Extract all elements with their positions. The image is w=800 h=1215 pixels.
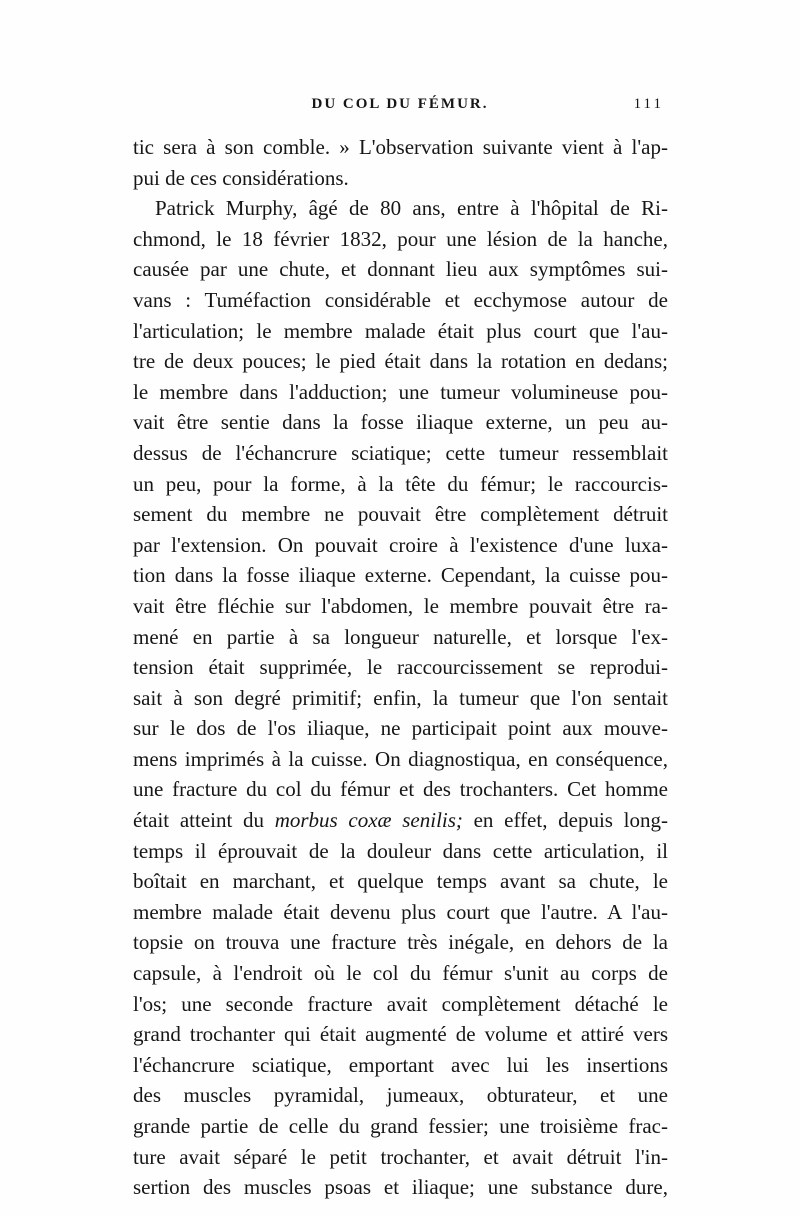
text-line: mens imprimés à la cuisse. On diagnostiqua, en conséquence, [133, 746, 668, 771]
text-line: tre de deux pouces; le pied était dans la rotation en dedans; [133, 349, 668, 374]
text-line: l'articulation; le membre malade était plus court que l'au- [133, 318, 668, 343]
page-number: 111 [633, 96, 664, 112]
text-line: tic sera à son comble. » L'observation suivante vient à l'ap- [133, 135, 668, 159]
text-line: par l'extension. On pouvait croire à l'existence d'une luxa- [133, 532, 668, 557]
text-line: l'os; une seconde fracture avait complètement détaché le [133, 991, 668, 1016]
text-line [133, 805, 668, 836]
text-line: grand trochanter qui était augmenté de volume et attiré vers [133, 1022, 668, 1047]
text-line: sertion des muscles psoas et iliaque; une substance dure, [133, 1175, 668, 1200]
running-head [130, 96, 670, 118]
text-run: en effet, depuis long- [462, 808, 669, 833]
text-line: ture avait séparé le petit trochanter, et avait détruit l'in- [133, 1144, 668, 1169]
text-line: chmond, le 18 février 1832, pour une lésion de la hanche, [133, 226, 668, 251]
text-line: grande partie de celle du grand fessier; une troisième frac- [133, 1114, 668, 1138]
text-line: Patrick Murphy, âgé de 80 ans, entre à l'hôpital de Ri- [155, 196, 668, 221]
text-line: pui de ces considérations. [133, 165, 349, 190]
text-line: une fracture du col du fémur et des trochanters. Cet homme [133, 777, 668, 802]
text-line: membre malade était devenu plus court que l'autre. A l'au- [133, 899, 668, 924]
text-line: dessus de l'échancrure sciatique; cette tumeur ressemblait [133, 440, 668, 465]
body-text [133, 132, 668, 1203]
running-title: DU COL DU FÉMUR. [311, 96, 489, 112]
text-line: un peu, pour la forme, à la tête du fémur; le raccourcis- [133, 471, 668, 496]
text-run: était atteint du [133, 808, 275, 833]
text-line: tension était supprimée, le raccourcissement se reprodui- [133, 655, 668, 680]
text-line: l'échancrure sciatique, emportant avec lui les insertions [133, 1052, 668, 1077]
text-line: capsule, à l'endroit où le col du fémur s'unit au corps de [133, 961, 668, 986]
text-line: mené en partie à sa longueur naturelle, et lorsque l'ex- [133, 624, 668, 649]
text-line: causée par une chute, et donnant lieu aux symptômes sui- [133, 257, 668, 282]
text-line: temps il éprouvait de la douleur dans cette articulation, il [133, 838, 668, 863]
text-line: sur le dos de l'os iliaque, ne participait point aux mouve- [133, 716, 668, 741]
text-line: vait être fléchie sur l'abdomen, le membre pouvait être ra- [133, 593, 668, 618]
text-line: des muscles pyramidal, jumeaux, obturateur, et une [133, 1083, 668, 1108]
text-line: sait à son degré primitif; enfin, la tumeur que l'on sentait [133, 685, 668, 710]
text-line: vans : Tuméfaction considérable et ecchymose autour de [133, 287, 668, 312]
text-line: sement du membre ne pouvait être complètement détruit [133, 502, 668, 527]
text-line: tion dans la fosse iliaque externe. Cependant, la cuisse pou- [133, 563, 668, 588]
text-line: vait être sentie dans la fosse iliaque externe, un peu au- [133, 410, 668, 435]
text-line: boîtait en marchant, et quelque temps avant sa chute, le [133, 869, 668, 894]
text-line: topsie on trouva une fracture très inégale, en dehors de la [133, 930, 668, 955]
text-line: le membre dans l'adduction; une tumeur volumineuse pou- [133, 379, 668, 404]
latin-term: morbus coxæ senilis; [274, 808, 463, 833]
